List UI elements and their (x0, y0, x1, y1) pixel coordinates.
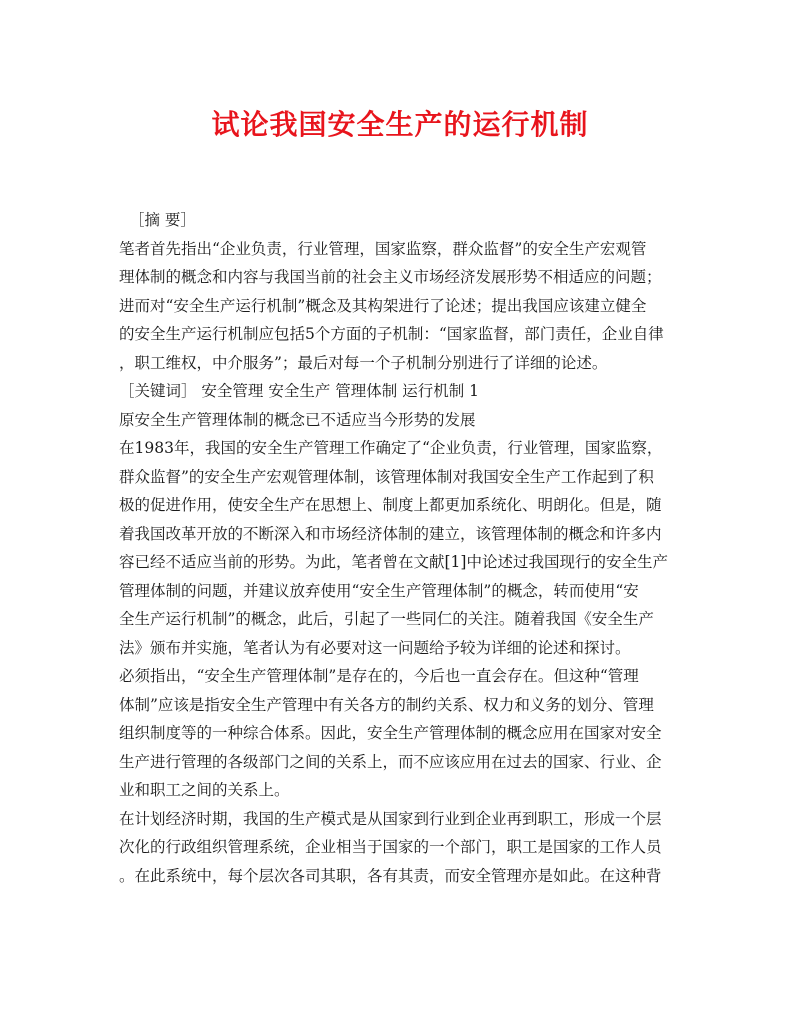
text-line: 生产进行管理的各级部门之间的关系上，而不应该应用在过去的国家、行业、企 (119, 752, 662, 771)
text-line: 进而对“安全生产运行机制”概念及其构架进行了论述；提出我国应该建立健全 (119, 296, 647, 315)
text-line: 体制”应该是指安全生产管理中有关各方的制约关系、权力和义务的划分、管理 (119, 695, 654, 714)
text-line: 次化的行政组织管理系统，企业相当于国家的一个部门，职工是国家的工作人员 (119, 838, 662, 856)
text-line: 必须指出，“安全生产管理体制”是存在的，今后也一直会存在。但这种“管理 (119, 667, 639, 685)
text-line: ，职工维权，中介服务”；最后对每一个子机制分别进行了详细的论述。 (119, 353, 608, 372)
text-line: 容已经不适应当前的形势。为此，笔者曾在文献[1]中论述过我国现行的安全生产 (119, 553, 668, 571)
text-line: 在1983年，我国的安全生产管理工作确定了“企业负责，行业管理，国家监察， (119, 439, 663, 457)
text-line: 极的促进作用，使安全生产在思想上、制度上都更加系统化、明朗化。但是，随 (119, 496, 662, 514)
section-heading: 原安全生产管理体制的概念已不适应当今形势的发展 (119, 410, 476, 429)
text-line: 全生产运行机制”的概念，此后，引起了一些同仁的关注。随着我国《安全生产 (119, 610, 654, 628)
text-line: 法》颁布并实施，笔者认为有必要对这一问题给予较为详细的论述和探讨。 (119, 638, 631, 657)
text-line: 。在此系统中，每个层次各司其职，各有其责，而安全管理亦是如此。在这种背 (119, 866, 662, 885)
text-line: 管理体制的问题，并建议放弃使用“安全生产管理体制”的概念，转而使用“安 (119, 581, 639, 600)
text-line: 在计划经济时期，我国的生产模式是从国家到行业到企业再到职工，形成一个层 (119, 809, 662, 828)
text-line: 业和职工之间的关系上。 (119, 781, 290, 799)
text-line: 笔者首先指出“企业负责，行业管理，国家监察，群众监督”的安全生产宏观管 (119, 239, 647, 258)
document-body (119, 206, 684, 890)
text-line: 组织制度等的一种综合体系。因此，安全生产管理体制的概念应用在国家对安全 (119, 724, 662, 742)
text-line: 群众监督”的安全生产宏观管理体制，该管理体制对我国安全生产工作起到了积 (119, 467, 654, 486)
keywords-line: ［关键词］ 安全管理 安全生产 管理体制 运行机制 1 (119, 382, 479, 400)
abstract-heading: ［摘 要］ (129, 211, 196, 229)
document-title: 试论我国安全生产的运行机制 (211, 108, 589, 141)
text-line: 的安全生产运行机制应包括5个方面的子机制：“国家监督，部门责任，企业自律 (119, 325, 664, 343)
text-line: 着我国改革开放的不断深入和市场经济体制的建立，该管理体制的概念和许多内 (119, 524, 662, 543)
text-line: 理体制的概念和内容与我国当前的社会主义市场经济发展形势不相适应的问题； (119, 268, 662, 286)
